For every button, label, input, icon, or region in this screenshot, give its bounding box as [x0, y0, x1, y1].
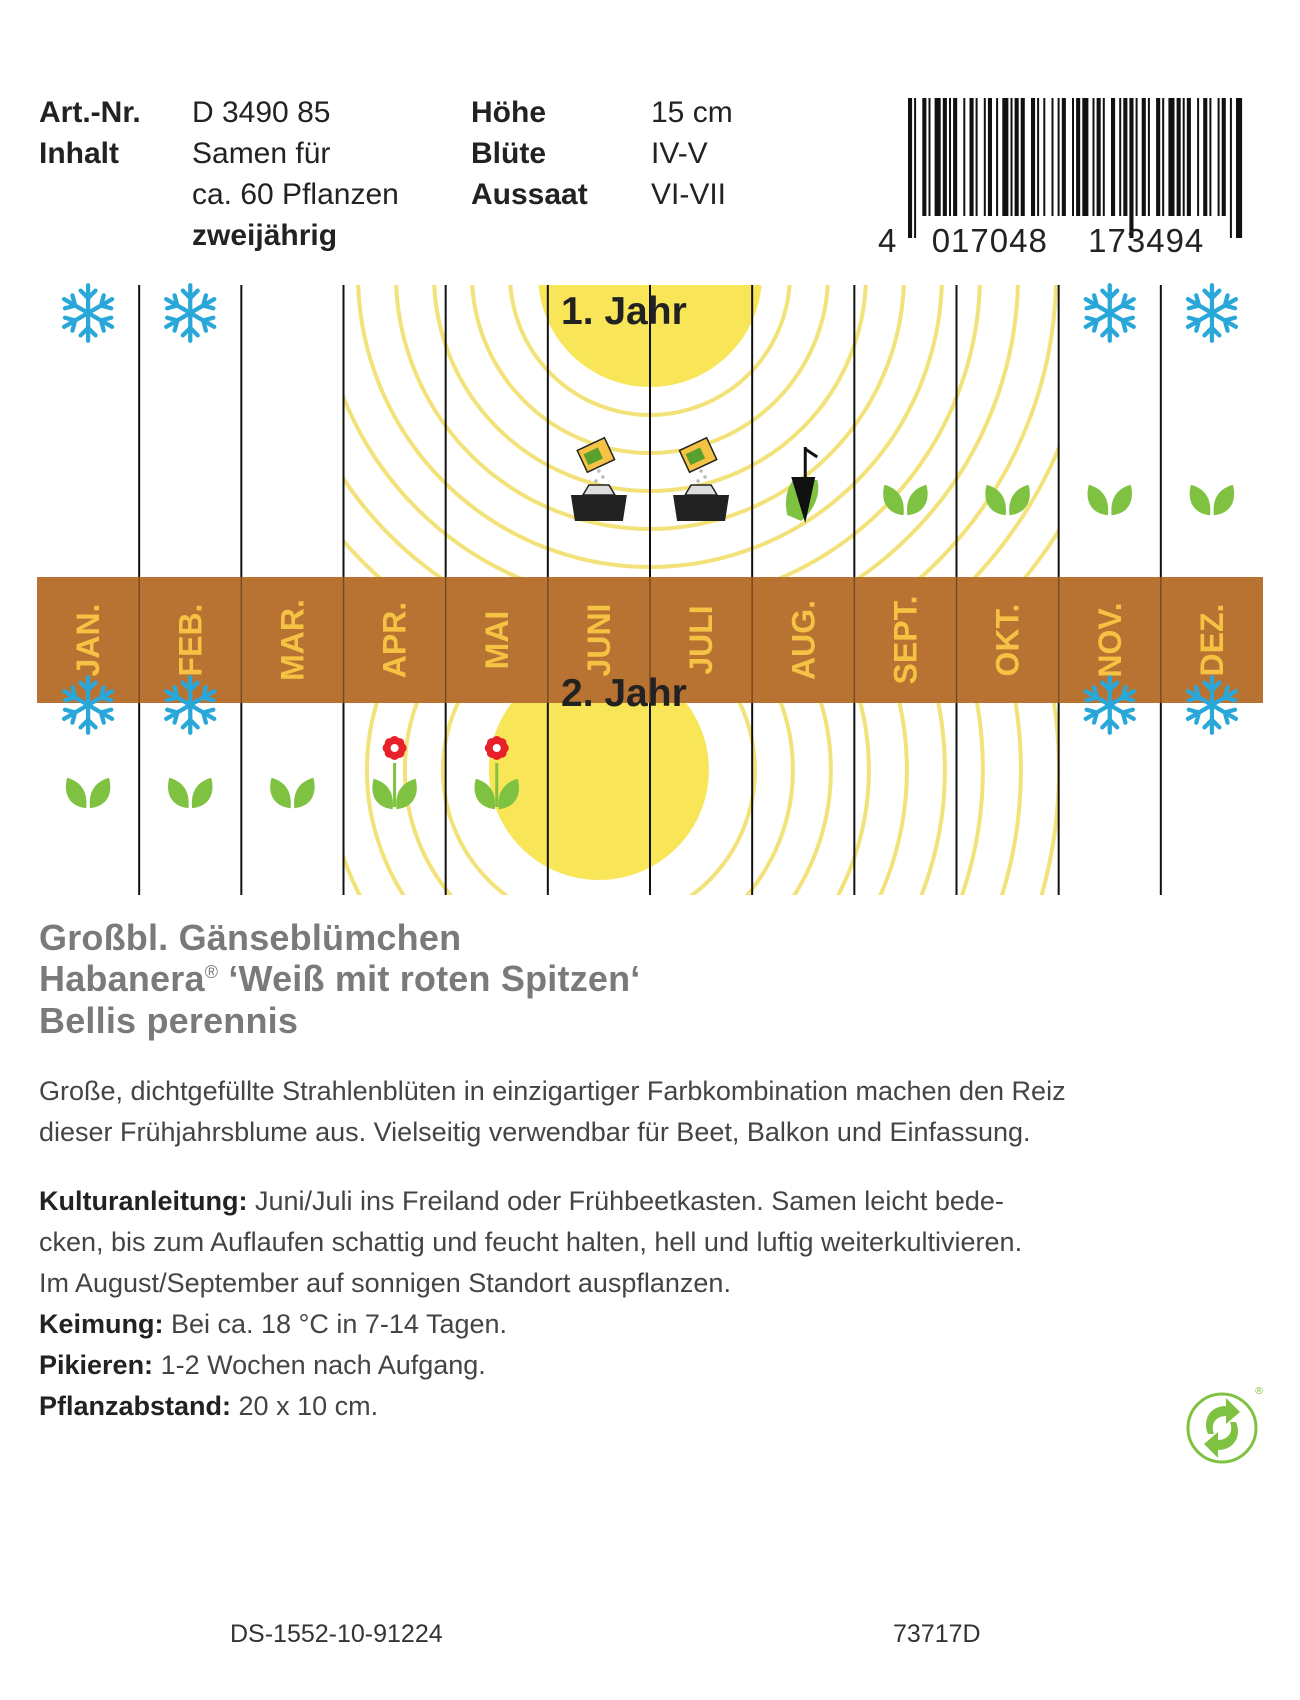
barcode-bar	[1148, 98, 1150, 216]
hoehe-value: 15 cm	[651, 96, 733, 129]
barcode-bar	[1097, 98, 1101, 216]
variety-name: Habanera	[39, 958, 205, 999]
spec-values-right	[651, 92, 733, 215]
barcode-bar	[1218, 98, 1220, 216]
aussaat-label: Aussaat	[471, 178, 588, 211]
inhalt-label: Inhalt	[39, 137, 119, 170]
inhalt-value-2: ca. 60 Pflanzen	[192, 178, 399, 211]
inhalt-value-1: Samen für	[192, 137, 331, 170]
sowing-calendar	[0, 285, 1300, 895]
barcode-bar	[935, 98, 941, 216]
mask-left-top	[0, 285, 344, 577]
pikieren-value: 1-2 Wochen nach Aufgang.	[153, 1350, 486, 1380]
barcode-bar	[1002, 98, 1008, 216]
barcode-bar	[1136, 98, 1138, 216]
year-2-label: 2. Jahr	[561, 672, 687, 715]
barcode-bar	[1111, 98, 1115, 216]
barcode-bar	[1011, 98, 1013, 216]
art-nr-label: Art.-Nr.	[39, 96, 141, 129]
barcode-bar	[963, 98, 965, 216]
barcode-group-2: 173494	[1088, 222, 1205, 259]
variety-color: ‘Weiß mit roten Spitzen‘	[218, 958, 641, 999]
kultur-label: Kulturanleitung:	[39, 1186, 248, 1216]
month-label: DEZ.	[1193, 603, 1230, 677]
barcode-bar	[970, 98, 974, 216]
footer-code-right: 73717D	[893, 1620, 981, 1648]
spec-labels-left	[39, 92, 141, 174]
recycle-icon	[1186, 1384, 1262, 1466]
kultur-line-1: Juni/Juli ins Freiland oder Frühbeetkasten. Samen leicht bede-	[247, 1186, 1004, 1216]
zweijaehrig-label: zweijährig	[192, 219, 338, 252]
barcode-bar	[1162, 98, 1164, 216]
art-nr-value: D 3490 85	[192, 96, 331, 129]
botanical-name: Bellis perennis	[39, 1000, 299, 1041]
barcode-bar	[1203, 98, 1207, 216]
barcode	[908, 98, 1238, 238]
barcode-bar	[1119, 98, 1121, 216]
kultur-line-2: cken, bis zum Auflaufen schattig und feucht halten, hell und luftig weiterkultivieren.	[39, 1227, 1023, 1257]
year-1-label: 1. Jahr	[561, 290, 687, 333]
barcode-bar	[929, 98, 931, 216]
barcode-bar	[984, 98, 986, 216]
barcode-bar	[1168, 98, 1174, 216]
barcode-bar	[953, 98, 957, 216]
month-label: FEB.	[172, 603, 209, 677]
flower-icon	[372, 736, 416, 809]
barcode-bar	[1103, 98, 1105, 216]
barcode-bar	[976, 98, 978, 216]
barcode-bar	[1197, 98, 1199, 216]
barcode-bar	[1052, 98, 1054, 216]
month-label: JULI	[683, 605, 720, 675]
barcode-bar	[1209, 98, 1211, 216]
barcode-bar	[1093, 98, 1095, 216]
spec-values-left	[192, 92, 399, 256]
pikieren-label: Pikieren:	[39, 1350, 154, 1380]
barcode-bar	[908, 98, 912, 238]
description-line-1: Große, dichtgefüllte Strahlenblüten in einzigartiger Farbkombination machen den Reiz	[39, 1076, 1066, 1106]
barcode-bar	[1076, 98, 1080, 216]
barcode-bar	[1156, 98, 1160, 216]
barcode-bar	[1222, 98, 1226, 216]
barcode-bar	[1043, 98, 1045, 216]
barcode-bar	[1037, 98, 1039, 216]
product-name-line-1: Großbl. Gänseblümchen	[39, 917, 462, 958]
spec-labels-right	[471, 92, 588, 215]
description-line-2: dieser Frühjahrsblume aus. Vielseitig verwendbar für Beet, Balkon und Einfassung.	[39, 1117, 1031, 1147]
barcode-bar	[1031, 98, 1035, 216]
kultur-line-3: Im August/September auf sonnigen Standort auspflanzen.	[39, 1268, 731, 1298]
barcode-bar	[1021, 98, 1025, 216]
barcode-bar	[996, 98, 998, 216]
description	[39, 1071, 1269, 1153]
barcode-digits	[878, 222, 1238, 260]
barcode-bar	[1058, 98, 1060, 216]
barcode-bar	[1082, 98, 1088, 216]
barcode-first-digit: 4	[878, 222, 898, 259]
keimung-value: Bei ca. 18 °C in 7-14 Tagen.	[163, 1309, 508, 1339]
seedling-icon	[985, 485, 1029, 515]
month-label: MAR.	[274, 599, 311, 681]
pflanzabstand-label: Pflanzabstand:	[39, 1391, 232, 1421]
month-label: JAN.	[70, 603, 107, 677]
aussaat-value: VI-VII	[651, 178, 727, 211]
month-label: JUNI	[580, 603, 617, 677]
month-label: NOV.	[1091, 602, 1128, 678]
barcode-bar	[949, 98, 951, 216]
barcode-bar	[1015, 98, 1019, 216]
barcode-bar	[1187, 98, 1191, 216]
month-label: SEPT.	[887, 595, 924, 685]
barcode-bar	[1142, 98, 1146, 216]
barcode-bar	[988, 98, 992, 216]
keimung-label: Keimung:	[39, 1309, 164, 1339]
barcode-bar	[1062, 98, 1066, 216]
calendar-graphic	[0, 285, 1300, 895]
barcode-bar	[922, 98, 926, 216]
barcode-bar	[914, 98, 916, 238]
barcode-bar	[1230, 98, 1232, 238]
registered-mark: ®	[204, 962, 219, 982]
month-label: MAI	[478, 610, 515, 670]
barcode-bar	[1129, 98, 1133, 238]
hoehe-label: Höhe	[471, 96, 546, 129]
pflanzabstand-value: 20 x 10 cm.	[231, 1391, 379, 1421]
mask-right-bottom	[1059, 703, 1300, 895]
culture-instructions	[39, 1181, 1269, 1427]
month-label: AUG.	[785, 600, 822, 680]
barcode-bar	[1123, 98, 1127, 216]
barcode-bar	[1177, 98, 1181, 216]
footer-code-left: DS-1552-10-91224	[230, 1620, 443, 1648]
barcode-bar	[1183, 98, 1185, 216]
month-label: APR.	[376, 601, 413, 679]
month-label: OKT.	[989, 603, 1026, 677]
product-name-line-2	[39, 958, 641, 1000]
bluete-value: IV-V	[651, 137, 708, 170]
barcode-bar	[1236, 98, 1242, 238]
recycle-registered-mark: ®	[1254, 1386, 1264, 1397]
barcode-group-1: 017048	[931, 222, 1048, 259]
bluete-label: Blüte	[471, 137, 546, 170]
barcode-bar	[1072, 98, 1074, 216]
barcode-bar	[943, 98, 947, 216]
